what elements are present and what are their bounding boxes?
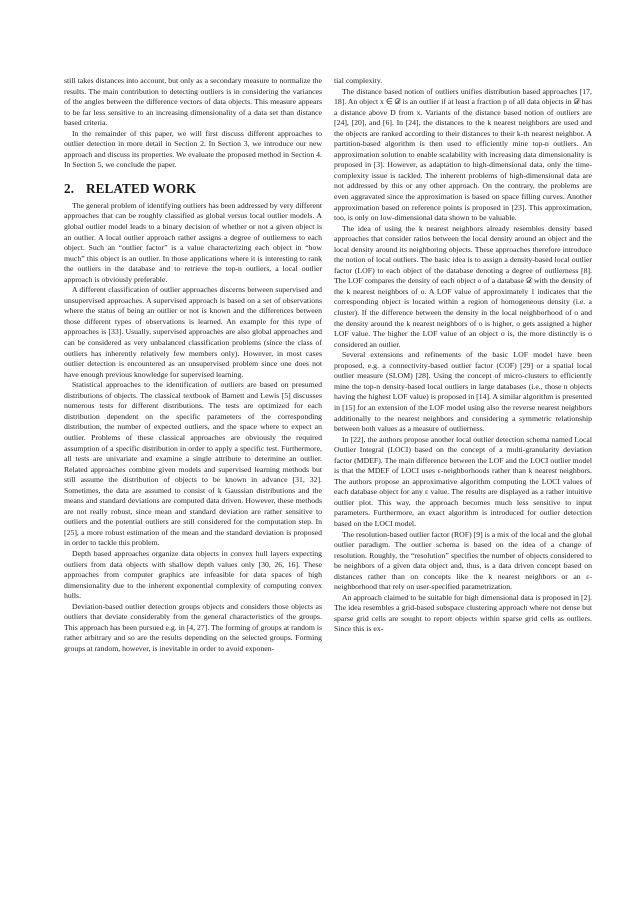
- left-column-intro: [64, 76, 322, 171]
- paragraph: The idea of using the k nearest neighbors already resembles density based approaches that consider ratios between the local density around an object and the local density around its neighboring objects. These approaches therefore introduce the notion of local outliers. The basic idea is to assign a density-based local outlier factor (LOF) to each object of the database denoting a degree of outlierness [8]. The LOF compares the density of each object o of a database 𝒟 with the density of the k nearest neighbors of o. A LOF value of approximately 1 indicates that the corresponding object is located within a region of homogeneous density (i.e. a cluster). If the difference between the density in the local neighborhood of o and the density around the k nearest neighbors of o is higher, o gets assigned a higher LOF value. The higher the LOF value of an object o is, the more distinctly is o considered an outlier.: [334, 223, 592, 349]
- paragraph: Several extensions and refinements of the basic LOF model have been proposed, e.g. a connectivity-based outlier factor (COF) [29] or a spatial local outlier measure (SLOM) [28]. Using the concept of micro-clusters to efficiently mine the top-n density-based local outliers in large databases (i.e., those n objects having the highest LOF value) is proposed in [14]. A similar algorithm is presented in [15] for an extension of the LOF model using also the reverse nearest neighbors additionally to the nearest neighbors and considering a symmetric relationship between both values as a measure of outlierness.: [334, 350, 592, 434]
- section-number: 2.: [64, 180, 75, 196]
- left-column: [64, 76, 322, 654]
- paragraph: Deviation-based outlier detection groups objects and considers those objects as outliers that deviate considerably from the general characteristics of the groups. This approach has been pursued e.g. in [4, 27]. The forming of groups at random is rather arbitrary and so are the results depending on the selected groups. Forming groups at random, however, is inevitable in order to avoid exponen-: [64, 601, 322, 653]
- right-column: [334, 76, 592, 635]
- paragraph: The general problem of identifying outliers has been addressed by very different approaches that can be roughly classified as global versus local outlier models. A global outlier model leads to a binary decision of whether or not a given object is an outlier. A local outlier approach rather assigns a degree of outlierness to each object. Such an “outlier factor” is a value characterizing each object in “how much” this object is an outlier. In those applications where it is interesting to rank the outliers in the database and to retrieve the top-n outliers, a local outlier approach is obviously preferable.: [64, 200, 322, 284]
- paragraph: The resolution-based outlier factor (ROF) [9] is a mix of the local and the global outlier paradigm. The outlier schema is based on the idea of a change of resolution. Roughly, the “resolution” specifies the number of objects considered to be neighbors of a given data object and, thus, is a data driven concept based on distances rather than on concepts like the k nearest neighbors or an ε-neighborhood that rely on user-specified parametrization.: [334, 529, 592, 592]
- paragraph: Depth based approaches organize data objects in convex hull layers expecting outliers from data objects with shallow depth values only [30, 26, 16]. These approaches from computer graphics are infeasible for data spaces of high dimensionality due to the inherent exponential complexity of computing convex hulls.: [64, 548, 322, 601]
- paragraph: The distance based notion of outliers unifies distribution based approaches [17, 18]. An object x ∈ 𝒟 is an outlier if at least a fraction p of all data objects in 𝒟 has a distance above D from x. Variants of the distance based notion of outliers are [24], [20], and [6]. In [24], the distances to the k nearest neighbors are used and the objects are ranked according to their distances to their k-th nearest neighbor. A partition-based algorithm is then used to efficiently mine top-n outliers. An approximation solution to enable scalability with increasing data dimensionality is proposed in [3]. However, as adaptation to high-dimensional data, only the time-complexity issue is tackled. The inherent problems of high-dimensional data are not addressed by this or any other approach. On the contrary, the problems are even aggravated since the approximation is based on space filling curves. Another approximation based on reference points is proposed in [23]. This approximation, too, is only on low-dimensional data shown to be valuable.: [334, 86, 593, 223]
- section-heading: [64, 181, 322, 197]
- right-column-body: [334, 76, 592, 635]
- paragraph: still takes distances into account, but only as a secondary measure to normalize the results. The main contribution to detecting outliers is in considering the variances of the angles between the difference vectors of data objects. This measure appears to be far less sensitive to an increasing dimensionality of a data set than distance based criteria.: [64, 76, 322, 128]
- paragraph: Statistical approaches to the identification of outliers are based on presumed distributions of objects. The classical textbook of Barnett and Lewis [5] discusses numerous tests for different distributions. The tests are optimized for each distribution dependent on the specific parameters of the corresponding distribution, the number of expected outliers, and the space where to expect an outlier. Problems of these classical approaches are obviously the required assumption of a specific distribution in order to apply a specific test. Furthermore, all tests are univariate and examine a single attribute to determine an outlier. Related approaches combine given models and supervised learning methods but still assume the distribution of objects to be known in advance [31, 32]. Sometimes, the data are assumed to consist of k Gaussian distributions and the means and standard deviations are computed data driven. However, these methods are not really robust, since mean and standard deviation are rather sensitive to outliers and the potential outliers are still considered for the computation step. In [25], a more robust estimation of the mean and the standard deviation is proposed in order to tackle this problem.: [64, 380, 322, 548]
- paragraph: A different classification of outlier approaches discerns between supervised and unsupervised approaches. A supervised approach is based on a set of observations where the status of being an outlier or not is known and the differences between those different types of observations is learned. An example for this type of approaches is [33]. Usually, supervised approaches are also global approaches and can be considered as very unbalanced classification problems (since the class of outliers has inherently relatively few members only). However, in most cases outlier detection is encountered as an unsupervised problem since one does not have enough previous knowledge for supervised learning.: [64, 285, 322, 379]
- paragraph: An approach claimed to be suitable for high dimensional data is proposed in [2]. The idea resembles a grid-based subspace clustering approach where not dense but sparse grid cells are sought to report objects within sparse grid cells as outliers. Since this is ex-: [334, 592, 592, 634]
- section-title: RELATED WORK: [86, 180, 197, 196]
- paragraph: In [22], the authors propose another local outlier detection schema named Local Outlier Integral (LOCI) based on the concept of a multi-granularity deviation factor (MDEF). The main difference between the LOF and the LOCI outlier model is that the MDEF of LOCI uses ε-neighborhoods rather than k nearest neighbors. The authors propose an approximative algorithm computing the LOCI values of each database object for any ε value. The results are displayed as a rather intuitive outlier plot. This way, the approach becomes much less sensitive to input parameters. Furthermore, an exact algorithm is introduced for outlier detection based on the LOCI model.: [334, 434, 592, 528]
- paragraph: tial complexity.: [334, 76, 383, 85]
- paragraph: In the remainder of this paper, we will first discuss different approaches to outlier detection in more detail in Section 2. In Section 3, we introduce our new approach and discuss its properties. We evaluate the proposed method in Section 4. In Section 5, we conclude the paper.: [64, 128, 322, 170]
- left-column-body: [64, 201, 322, 655]
